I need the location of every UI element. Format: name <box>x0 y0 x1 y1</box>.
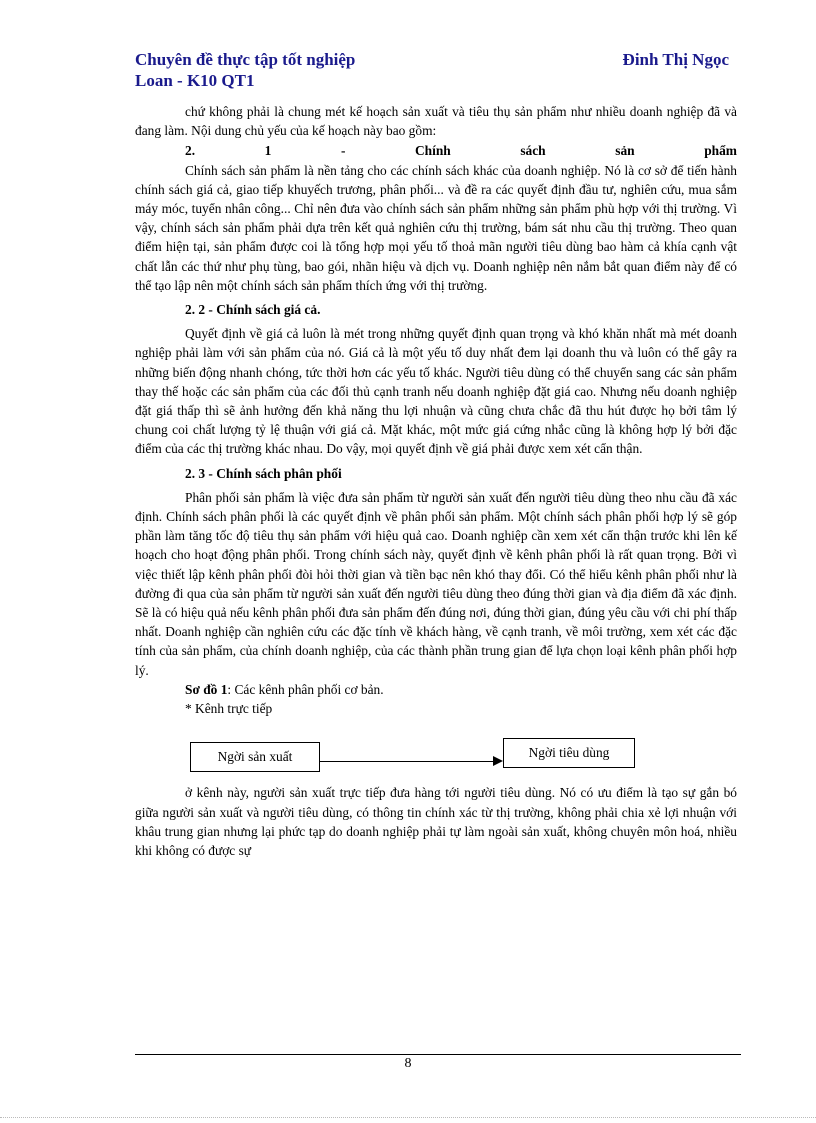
page-number: 8 <box>404 1056 412 1071</box>
page-header <box>135 49 735 91</box>
heading-part: - <box>340 143 346 159</box>
header-title: Chuyên đề thực tập tốt nghiệp <box>135 50 356 69</box>
diagram-label: Sơ đồ 1 <box>185 681 228 697</box>
producer-box: Ngời sản xuất <box>190 742 320 772</box>
diagram-subtitle: * Kênh trực tiếp <box>185 701 273 717</box>
heading-part: sách <box>520 143 546 159</box>
heading-part: sản <box>615 143 635 159</box>
heading-part: Chính <box>415 143 451 159</box>
heading-part: 1 <box>264 143 272 159</box>
section-heading-distribution-policy: 2. 3 - Chính sách phân phối <box>185 465 342 481</box>
diagram-caption <box>135 680 737 699</box>
channel-arrow-line <box>319 761 495 762</box>
product-policy-paragraph: Chính sách sản phẩm là nền tảng cho các chính sách khác của doanh nghiệp. Nó là cơ sở để tiến hành chính sách giá cả, giao tiếp khuyếch trương, phân phối... và đề ra các quyết định đầu tư, nghiên cứu, mua sắm máy móc, tuyển nhân công... Chỉ nên đưa vào chính sách sản phẩm những sản phẩm phù hợp với thị trường. Vì vậy, chính sách sản phẩm phải dựa trên kết quả nghiên cứu thị trường, bám sát nhu cầu thị trường. Theo quan điểm hiện tại, sản phẩm được coi là tổng hợp mọi yếu tố thoả mãn người tiêu dùng bao hàm cả khía cạnh vật chất lẫn các thứ như phụ tùng, bao gói, nhãn hiệu và dịch vụ. Doanh nghiệp nên nắm bắt quan điểm này để có thể tạo lập nên một chính sách sản phẩm thích ứng với thị trường. <box>135 162 737 293</box>
arrow-head-icon <box>493 756 503 766</box>
heading-part: 2. <box>185 143 196 159</box>
closing-paragraph: ở kênh này, người sản xuất trực tiếp đưa hàng tới người tiêu dùng. Nó có ưu điểm là tạo sự gắn bó giữa người sản xuất và người tiêu dùng, có thông tin chính xác từ thị trường, không phải chia xẻ lợi nhuận với khâu trung gian nhưng lại phức tạp do doanh nghiệp phải tự làm ngoài sản xuất, không chuyên môn hoá, nhiều khi không có được sự <box>135 785 737 858</box>
direct-channel-diagram <box>135 724 737 779</box>
document-body <box>135 102 737 860</box>
consumer-box: Ngời tiêu dùng <box>503 738 635 768</box>
page-edge <box>0 1117 816 1118</box>
price-policy-paragraph: Quyết định về giá cả luôn là mét trong những quyết định quan trọng và khó khăn nhất mà mét doanh nghiệp phải làm với sản phẩm của nó. Giá cả là một yếu tố duy nhất đem lại doanh thu và luôn có thể gây ra những biến động nhanh chóng, tức thời hơn các yếu tố khác. Người tiêu dùng có thể chuyển sang các sản phẩm thay thế hoặc các sản phẩm của các đối thủ cạnh tranh nếu doanh nghiệp đặt giá cao. Nhưng nếu doanh nghiệp đặt giá thấp thì sẽ ảnh hưởng đến khả năng thu lợi nhuận và cũng chưa chắc đã thu hút được họ bởi tâm lý chung coi chất lượng tỷ lệ thuận với giá cả. Mặt khác, một mức giá cứng nhắc cũng là không hợp lý bởi đặc điểm của các thị trường khác nhau. Do vậy, mọi quyết định về giá phải được xem xét cẩn thận. <box>135 326 737 457</box>
section-heading-product-policy <box>135 141 737 160</box>
intro-paragraph: chứ không phải là chung mét kế hoạch sản xuất và tiêu thụ sản phẩm như nhiều doanh nghiệp đã và đang làm. Nội dung chủ yếu của kế hoạch này bao gồm: <box>135 104 737 139</box>
diagram-label-rest: : Các kênh phân phối cơ bản. <box>227 681 384 697</box>
heading-part: phẩm <box>704 143 737 159</box>
distribution-policy-paragraph: Phân phối sản phẩm là việc đưa sản phẩm từ người sản xuất đến người tiêu dùng theo nhu cầu đã xác định. Chính sách phân phối là các quyết định về phân phối sản phẩm. Một chính sách phân phối hợp lý sẽ góp phần làm tăng tốc độ tiêu thụ sản phẩm với hiệu quả cao. Doanh nghiệp cần xem xét cẩn thận trước khi lên kế hoạch cho hoạt động phân phối. Trong chính sách này, quyết định về kênh phân phối là rất quan trọng. Bởi vì việc thiết lập kênh phân phối đòi hỏi thời gian và tiền bạc nên khó thay đổi. Có thể hiểu kênh phân phối như là đường đi qua của sản phẩm từ người sản xuất đến người tiêu dùng theo đúng thời gian và địa điểm đã xác định. Sẽ là có hiệu quả nếu kênh phân phối đưa sản phẩm đến đúng nơi, đúng thời gian, đúng yêu cầu với chi phí thấp nhất. Doanh nghiệp cần nghiên cứu các đặc tính về khách hàng, về cạnh tranh, về môi trường, xem xét các đặc tính của sản phẩm, của chính doanh nghiệp, của các thành phần trung gian để lựa chọn loại kênh phân phối hợp lý. <box>135 489 737 678</box>
header-author-cont: Loan - K10 QT1 <box>135 71 255 90</box>
header-author: Đinh Thị Ngọc <box>622 50 729 69</box>
section-heading-price-policy: 2. 2 - Chính sách giá cả. <box>185 302 321 318</box>
footer-divider <box>135 1054 741 1055</box>
